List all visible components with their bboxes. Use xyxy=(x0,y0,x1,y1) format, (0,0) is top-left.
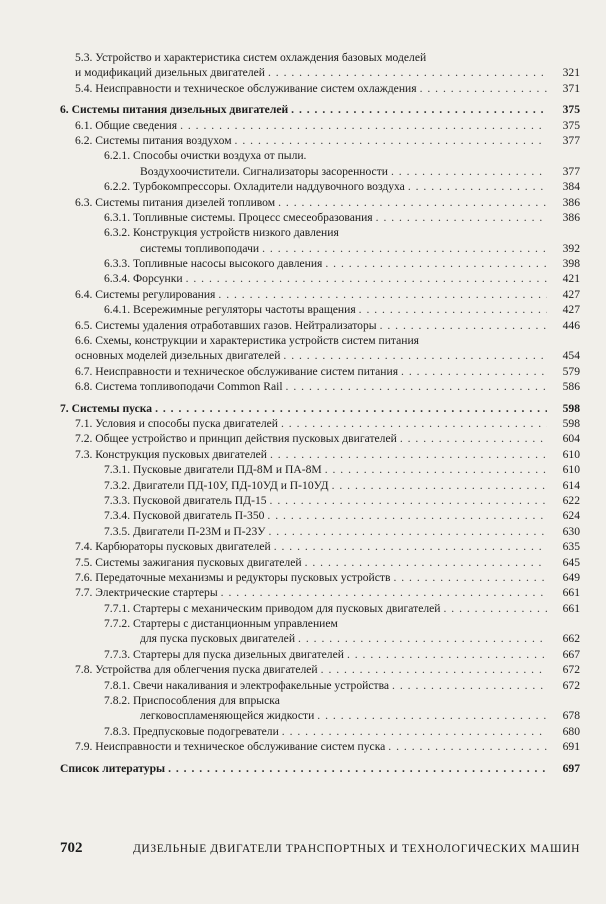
toc-entry-page: 672 xyxy=(562,678,580,692)
toc-entry-page: 678 xyxy=(562,709,580,723)
toc-entry-page: 427 xyxy=(562,287,580,301)
dot-leader xyxy=(400,431,547,446)
toc-entry-page: 649 xyxy=(562,570,580,584)
toc-entry xyxy=(60,50,580,65)
dot-leader xyxy=(401,364,547,379)
dot-leader xyxy=(270,447,547,462)
toc-entry xyxy=(60,570,580,585)
toc-entry-text: 6.3.2. Конструкция устройств низкого давления xyxy=(104,226,339,240)
toc-entry-text: 7.8.3. Предпусковые подогреватели xyxy=(104,724,279,738)
dot-leader xyxy=(221,585,547,600)
dot-leader xyxy=(186,271,547,286)
toc-entry-text: основных моделей дизельных двигателей xyxy=(75,349,281,363)
dot-leader xyxy=(325,256,547,271)
toc-entry-page: 421 xyxy=(562,272,580,286)
dot-leader xyxy=(305,555,547,570)
toc-entry-text: 6.3.1. Топливные системы. Процесс смесеобразования xyxy=(104,210,373,224)
toc-entry-text: 6.7. Неисправности и техническое обслуживание систем питания xyxy=(75,364,399,378)
toc-entry-page: 610 xyxy=(562,447,580,461)
toc-entry xyxy=(60,401,580,416)
dot-leader xyxy=(392,678,547,693)
toc-entry-text: 7.6. Передаточные механизмы и редукторы пусковых устройств xyxy=(75,570,391,584)
toc-entry-text: для пуска пусковых двигателей xyxy=(140,632,296,646)
dot-leader xyxy=(391,164,547,179)
toc-entry-text: 5.4. Неисправности и техническое обслуживание систем охлаждения xyxy=(75,81,417,95)
toc-entry-page: 386 xyxy=(562,195,580,209)
toc-entry-page: 427 xyxy=(562,303,580,317)
toc-entry xyxy=(60,348,580,363)
toc-entry-page: 446 xyxy=(562,318,580,332)
dot-leader xyxy=(332,478,547,493)
toc-entry-text: 7. Системы пуска xyxy=(60,401,153,415)
dot-leader xyxy=(408,179,547,194)
toc-entry-page: 375 xyxy=(562,103,580,117)
dot-leader xyxy=(347,647,547,662)
toc-entry xyxy=(60,662,580,677)
toc-entry xyxy=(60,478,580,493)
toc-entry-text: 6. Системы питания дизельных двигателей xyxy=(60,103,289,117)
toc-entry-page: 691 xyxy=(562,740,580,754)
dot-leader xyxy=(268,65,547,80)
toc-entry-text: Список литературы xyxy=(60,761,166,775)
toc-entry-text: и модификаций дизельных двигателей xyxy=(75,66,265,80)
dot-leader xyxy=(278,195,547,210)
toc-entry xyxy=(60,148,580,163)
dot-leader xyxy=(268,524,547,539)
toc-entry xyxy=(60,555,580,570)
toc-entry-page: 630 xyxy=(562,524,580,538)
toc-entry-text: 7.7.3. Стартеры для пуска дизельных двигателей xyxy=(104,647,344,661)
toc-entry-text: легковоспламеняющейся жидкости xyxy=(140,709,315,723)
dot-leader xyxy=(282,724,547,739)
toc-entry xyxy=(60,225,580,240)
dot-leader xyxy=(359,302,547,317)
toc-entry-page: 321 xyxy=(562,66,580,80)
dot-leader xyxy=(281,416,547,431)
toc-entry xyxy=(60,416,580,431)
toc-entry-page: 386 xyxy=(562,210,580,224)
toc-entry-text: 7.8.2. Приспособления для впрыска xyxy=(104,694,280,708)
toc-entry-text: 7.9. Неисправности и техническое обслуживание систем пуска xyxy=(75,740,386,754)
toc-entry-text: 7.8.1. Свечи накаливания и электрофакельные устройства xyxy=(104,678,390,692)
toc-entry-text: 6.2.2. Турбокомпрессоры. Охладители наддувочного воздуха xyxy=(104,180,405,194)
dot-leader xyxy=(155,401,547,416)
toc-entry xyxy=(60,739,580,754)
dot-leader xyxy=(262,241,547,256)
toc-entry xyxy=(60,164,580,179)
dot-leader xyxy=(283,348,547,363)
toc-entry-text: 6.1. Общие сведения xyxy=(75,118,178,132)
toc-entry xyxy=(60,585,580,600)
toc-entry-page: 635 xyxy=(562,540,580,554)
toc-entry-page: 377 xyxy=(562,133,580,147)
toc-entry xyxy=(60,179,580,194)
toc-entry-text: 7.5. Системы зажигания пусковых двигателей xyxy=(75,555,302,569)
toc-entry xyxy=(60,647,580,662)
toc-entry-text: 7.3.5. Двигатели П-23М и П-23У xyxy=(104,524,266,538)
toc-entry-text: 7.3.3. Пусковой двигатель ПД-15 xyxy=(104,493,267,507)
toc-entry-page: 454 xyxy=(562,349,580,363)
toc-entry-text: 6.8. Система топливоподачи Common Rail xyxy=(75,380,283,394)
toc-entry-text: 6.4. Системы регулирования xyxy=(75,287,216,301)
toc-entry-text: 6.4.1. Всережимные регуляторы частоты вращения xyxy=(104,303,356,317)
toc-entry-page: 377 xyxy=(562,164,580,178)
toc-entry-page: 598 xyxy=(562,416,580,430)
dot-leader xyxy=(286,379,547,394)
dot-leader xyxy=(291,102,547,117)
toc-entry-page: 624 xyxy=(562,509,580,523)
dot-leader xyxy=(298,631,547,646)
toc-entry-page: 598 xyxy=(562,401,580,415)
page-footer xyxy=(60,840,580,857)
toc-entry-text: 6.5. Системы удаления отработавших газов. Нейтрализаторы xyxy=(75,318,377,332)
dot-leader xyxy=(180,118,547,133)
dot-leader xyxy=(420,81,547,96)
dot-leader xyxy=(376,210,547,225)
dot-leader xyxy=(380,318,547,333)
toc-entry-text: 7.2. Общее устройство и принцип действия пусковых двигателей xyxy=(75,432,397,446)
toc-entry xyxy=(60,631,580,646)
toc-entry xyxy=(60,102,580,117)
toc-entry xyxy=(60,302,580,317)
dot-leader xyxy=(218,287,547,302)
toc-entry-text: Воздухоочистители. Сигнализаторы засоренности xyxy=(140,164,388,178)
page-number: 702 xyxy=(60,840,83,856)
toc-entry xyxy=(60,241,580,256)
toc-entry xyxy=(60,462,580,477)
dot-leader xyxy=(317,708,547,723)
toc-entry-text: 7.3.2. Двигатели ПД-10У, ПД-10УД и П-10УД xyxy=(104,478,329,492)
toc-entry xyxy=(60,524,580,539)
toc-entry xyxy=(60,333,580,348)
table-of-contents xyxy=(60,50,580,776)
toc-entry-page: 661 xyxy=(562,586,580,600)
toc-entry xyxy=(60,364,580,379)
dot-leader xyxy=(388,739,547,754)
dot-leader xyxy=(393,570,547,585)
toc-entry-text: 6.3.4. Форсунки xyxy=(104,272,183,286)
toc-entry xyxy=(60,447,580,462)
toc-entry-page: 392 xyxy=(562,241,580,255)
toc-entry xyxy=(60,761,580,776)
toc-entry-page: 697 xyxy=(562,761,580,775)
toc-entry xyxy=(60,256,580,271)
toc-entry-page: 579 xyxy=(562,364,580,378)
toc-entry-page: 667 xyxy=(562,647,580,661)
toc-entry-page: 384 xyxy=(562,180,580,194)
toc-entry-page: 645 xyxy=(562,555,580,569)
toc-entry-page: 586 xyxy=(562,380,580,394)
toc-entry-page: 371 xyxy=(562,81,580,95)
toc-entry-page: 398 xyxy=(562,257,580,271)
toc-entry-text: 7.8. Устройства для облегчения пуска двигателей xyxy=(75,663,318,677)
toc-entry-text: 7.3.4. Пусковой двигатель П-350 xyxy=(104,509,265,523)
toc-entry xyxy=(60,81,580,96)
toc-entry-text: 6.2.1. Способы очистки воздуха от пыли. xyxy=(104,149,307,163)
toc-entry xyxy=(60,379,580,394)
toc-entry-text: 7.7.2. Стартеры с дистанционным управлением xyxy=(104,617,338,631)
toc-entry xyxy=(60,539,580,554)
toc-entry-text: системы топливоподачи xyxy=(140,241,260,255)
toc-entry-text: 7.1. Условия и способы пуска двигателей xyxy=(75,416,278,430)
toc-entry xyxy=(60,508,580,523)
toc-entry-text: 7.3.1. Пусковые двигатели ПД-8М и ПА-8М xyxy=(104,463,322,477)
toc-entry-text: 6.3.3. Топливные насосы высокого давления xyxy=(104,257,323,271)
toc-entry-page: 375 xyxy=(562,118,580,132)
toc-entry xyxy=(60,195,580,210)
dot-leader xyxy=(270,493,547,508)
toc-entry-text: 6.2. Системы питания воздухом xyxy=(75,133,232,147)
toc-entry-page: 614 xyxy=(562,478,580,492)
toc-entry xyxy=(60,693,580,708)
toc-entry-page: 672 xyxy=(562,663,580,677)
toc-entry-text: 7.4. Карбюраторы пусковых двигателей xyxy=(75,540,271,554)
toc-entry-page: 680 xyxy=(562,724,580,738)
toc-entry xyxy=(60,493,580,508)
toc-entry xyxy=(60,318,580,333)
dot-leader xyxy=(235,133,547,148)
toc-entry xyxy=(60,708,580,723)
dot-leader xyxy=(168,761,547,776)
toc-entry xyxy=(60,287,580,302)
running-title: ДИЗЕЛЬНЫЕ ДВИГАТЕЛИ ТРАНСПОРТНЫХ И ТЕХНОЛОГИЧЕСКИХ МАШИН xyxy=(132,843,580,855)
toc-entry-text: 7.7.1. Стартеры с механическим приводом для пусковых двигателей xyxy=(104,601,441,615)
toc-entry xyxy=(60,118,580,133)
toc-entry xyxy=(60,601,580,616)
toc-entry xyxy=(60,431,580,446)
toc-entry xyxy=(60,724,580,739)
toc-entry-page: 604 xyxy=(562,432,580,446)
toc-entry-page: 610 xyxy=(562,463,580,477)
toc-entry-text: 5.3. Устройство и характеристика систем охлаждения базовых моделей xyxy=(75,51,427,64)
toc-entry-page: 622 xyxy=(562,493,580,507)
toc-entry xyxy=(60,210,580,225)
toc-entry-text: 7.3. Конструкция пусковых двигателей xyxy=(75,447,267,461)
toc-entry-page: 662 xyxy=(562,632,580,646)
toc-entry xyxy=(60,678,580,693)
toc-entry-text: 7.7. Электрические стартеры xyxy=(75,586,218,600)
dot-leader xyxy=(267,508,547,523)
dot-leader xyxy=(325,462,547,477)
dot-leader xyxy=(274,539,547,554)
toc-entry xyxy=(60,133,580,148)
toc-entry xyxy=(60,616,580,631)
toc-entry-text: 6.3. Системы питания дизелей топливом xyxy=(75,195,276,209)
toc-entry-page: 661 xyxy=(562,601,580,615)
dot-leader xyxy=(321,662,547,677)
toc-entry xyxy=(60,65,580,80)
dot-leader xyxy=(443,601,547,616)
toc-entry xyxy=(60,271,580,286)
toc-entry-text: 6.6. Схемы, конструкции и характеристика устройств систем питания xyxy=(75,334,420,348)
